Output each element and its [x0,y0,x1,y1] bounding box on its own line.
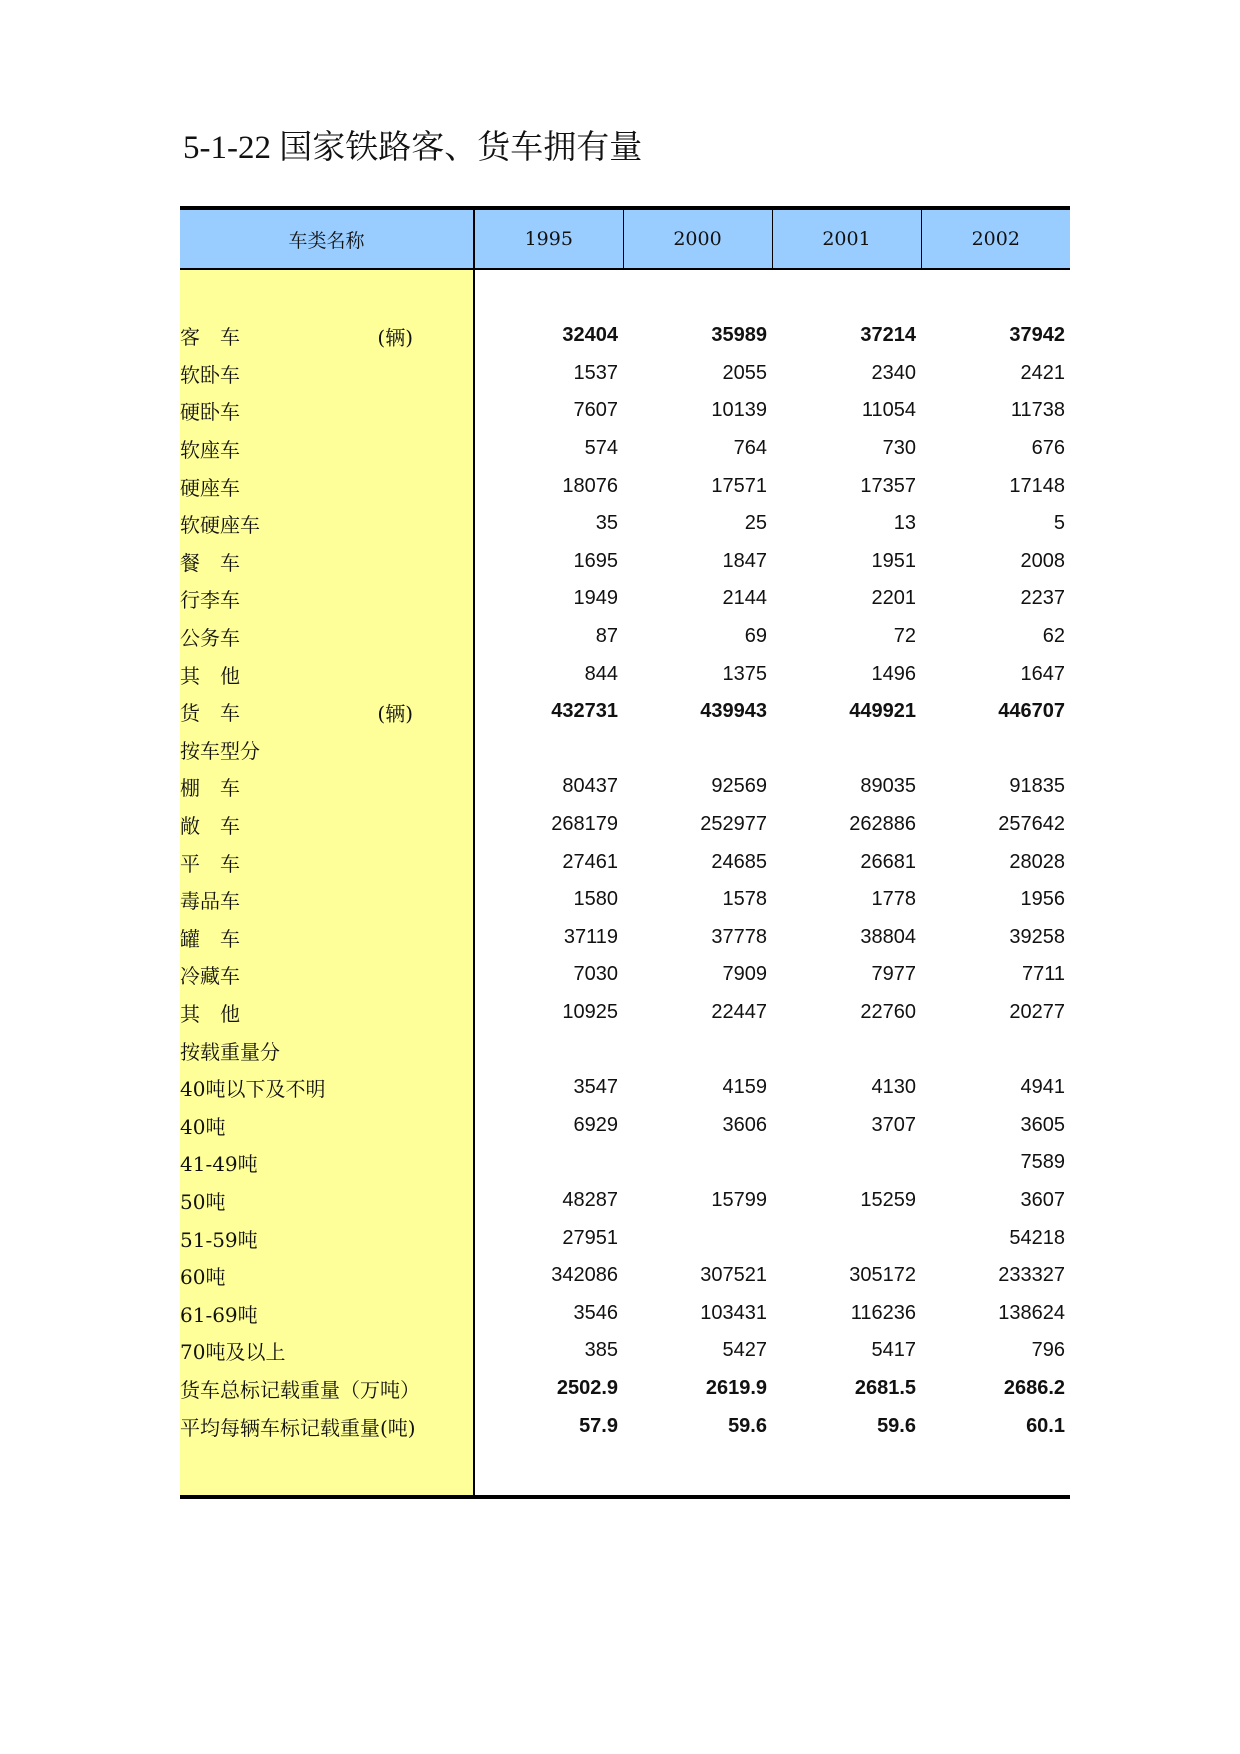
value-cell: 1949 [573,587,618,610]
value-cell: 17357 [860,474,916,497]
value-cell: 59.6 [877,1414,916,1437]
value-cell [623,1031,772,1069]
header-year: 2000 [623,208,772,269]
row-label-text: 棚 车 [180,776,240,801]
value-cell: 17148 [1009,474,1065,497]
value-cell: 7711 [1021,963,1065,986]
value-cell: 5427 [722,1339,767,1362]
table-row [180,1257,1070,1295]
value-cell [474,731,623,769]
row-label-text: 按载重量分 [180,1039,280,1064]
table-row [180,467,1070,505]
value-cell: 15799 [711,1188,767,1211]
table-body [180,269,1070,1497]
value-cell: 22447 [711,1000,767,1023]
table-row [180,655,1070,693]
value-cell: 62 [1042,625,1065,648]
value-cell: 48287 [562,1188,618,1211]
row-label-text: 61-69吨 [180,1302,258,1327]
value-cell: 11738 [1010,399,1065,422]
value-cell [474,1031,623,1069]
value-cell: 25 [744,512,767,535]
value-cell: 385 [584,1339,618,1362]
table-row [180,1407,1070,1445]
value-cell [623,731,772,769]
value-cell: 262886 [849,813,916,836]
value-cell: 38804 [860,925,916,948]
header-row [180,208,1070,269]
value-cell: 2008 [1020,549,1065,572]
row-label [180,1069,474,1107]
row-label [180,1332,474,1370]
table-row [180,919,1070,957]
value-cell: 676 [1031,437,1065,460]
value-cell: 2681.5 [854,1376,916,1399]
row-label [180,317,474,355]
row-label [180,543,474,581]
value-cell: 7607 [573,399,618,422]
row-label [180,430,474,468]
row-label-text: 平均每辆车标记载重量(吨) [180,1415,416,1440]
value-cell: 87 [595,625,618,648]
row-label-text: 50吨 [180,1189,226,1214]
value-cell: 730 [882,437,916,460]
value-cell: 103431 [700,1301,767,1324]
value-cell: 72 [893,625,916,648]
value-cell: 1847 [722,549,767,572]
table-row [180,1069,1070,1107]
row-label-text: 软硬座车 [180,513,260,538]
value-cell: 2502.9 [556,1376,618,1399]
value-cell: 26681 [860,850,916,873]
row-label [180,1294,474,1332]
table-row [180,1182,1070,1220]
value-cell: 24685 [711,850,767,873]
value-cell: 35989 [711,324,767,347]
row-label-text: 41-49吨 [180,1152,258,1177]
row-label [180,1106,474,1144]
row-label-text: 冷藏车 [180,964,240,989]
header-year: 2002 [921,208,1070,269]
value-cell: 2619.9 [705,1376,767,1399]
value-cell: 1537 [573,361,618,384]
value-cell: 22760 [860,1000,916,1023]
row-unit: (辆) [377,701,413,726]
table-row [180,843,1070,881]
value-cell: 3606 [722,1113,767,1136]
row-label-text: 其 他 [180,663,240,688]
row-label [180,843,474,881]
value-cell: 138624 [998,1301,1065,1324]
table-row [180,505,1070,543]
value-cell: 35 [595,512,618,535]
value-cell: 446707 [998,700,1065,723]
table-row [180,994,1070,1032]
value-cell: 59.6 [728,1414,767,1437]
value-cell: 7977 [871,963,916,986]
value-cell: 439943 [700,700,767,723]
row-label [180,505,474,543]
value-cell: 92569 [711,775,767,798]
row-label [180,806,474,844]
row-label [180,618,474,656]
table-row [180,1106,1070,1144]
row-label [180,1370,474,1408]
value-cell: 28028 [1009,850,1065,873]
row-label-text: 货 车 [180,701,240,726]
value-cell: 1647 [1020,662,1065,685]
value-cell: 3607 [1020,1188,1065,1211]
value-cell [772,731,921,769]
value-cell: 1578 [722,888,767,911]
value-cell: 2201 [871,587,916,610]
row-label-text: 敞 车 [180,814,240,839]
table-row [180,881,1070,919]
value-cell: 1580 [573,888,618,911]
value-cell: 7589 [1020,1151,1065,1174]
table-row [180,317,1070,355]
row-label [180,1144,474,1182]
value-cell [623,1144,772,1182]
row-label-text: 毒品车 [180,889,240,914]
value-cell: 20277 [1009,1000,1065,1023]
value-cell: 432731 [551,700,618,723]
row-label [180,956,474,994]
value-cell: 89035 [860,775,916,798]
row-label-text: 公务车 [180,626,240,651]
value-cell: 844 [584,662,618,685]
row-label [180,1257,474,1295]
row-label-text: 硬卧车 [180,400,240,425]
row-label-text: 按车型分 [180,738,260,763]
value-cell: 307521 [700,1264,767,1287]
row-label [180,693,474,731]
table-row [180,543,1070,581]
value-cell: 449921 [849,700,916,723]
row-label [180,392,474,430]
value-cell: 15259 [860,1188,916,1211]
row-label-text: 70吨及以上 [180,1340,286,1365]
table-row [180,618,1070,656]
value-cell: 342086 [551,1264,618,1287]
value-cell: 796 [1031,1339,1065,1362]
value-cell: 37778 [711,925,767,948]
value-cell: 10139 [711,399,767,422]
value-cell: 2340 [871,361,916,384]
value-cell: 268179 [551,813,618,836]
value-cell: 60.1 [1026,1414,1065,1437]
value-cell: 257642 [998,813,1065,836]
value-cell: 18076 [562,474,618,497]
value-cell: 4130 [871,1076,916,1099]
row-label-text: 行李车 [180,588,240,613]
value-cell [921,1031,1070,1069]
value-cell: 17571 [711,474,767,497]
row-label [180,1407,474,1445]
header-year: 1995 [474,208,623,269]
row-label [180,1182,474,1220]
rolling-stock-table [180,206,1070,1499]
value-cell: 116236 [850,1301,916,1324]
row-label-text: 软卧车 [180,362,240,387]
value-cell: 2686.2 [1003,1376,1065,1399]
table-row [180,1332,1070,1370]
value-cell: 37214 [860,324,916,347]
value-cell: 69 [744,625,767,648]
value-cell: 37942 [1009,324,1065,347]
value-cell: 233327 [998,1264,1065,1287]
value-cell: 764 [733,437,767,460]
row-label [180,768,474,806]
value-cell: 1778 [871,888,916,911]
value-cell: 3547 [573,1076,618,1099]
value-cell: 1375 [722,662,767,685]
row-label-text: 货车总标记载重量（万吨） [180,1377,420,1402]
table-row [180,693,1070,731]
end-row [180,1445,1070,1497]
value-cell: 37119 [563,925,618,948]
value-cell: 2055 [722,361,767,384]
value-cell: 6929 [573,1113,618,1136]
table-row [180,956,1070,994]
table-row [180,355,1070,393]
row-label [180,467,474,505]
table-row [180,430,1070,468]
table-row [180,768,1070,806]
value-cell: 4159 [722,1076,767,1099]
row-label-text: 罐 车 [180,926,240,951]
value-cell: 13 [893,512,916,535]
value-cell: 39258 [1009,925,1065,948]
value-cell: 57.9 [579,1414,618,1437]
row-label-text: 餐 车 [180,550,240,575]
value-cell: 4941 [1020,1076,1065,1099]
row-label-text: 其 他 [180,1001,240,1026]
value-cell: 3707 [871,1113,916,1136]
row-label-text: 软座车 [180,438,240,463]
row-label-text: 60吨 [180,1265,226,1290]
row-label-text: 硬座车 [180,475,240,500]
value-cell: 5 [1053,512,1065,535]
value-cell: 7909 [722,963,767,986]
table-row [180,580,1070,618]
value-cell: 1695 [573,549,618,572]
value-cell: 3605 [1020,1113,1065,1136]
value-cell [623,1219,772,1257]
header-year: 2001 [772,208,921,269]
value-cell: 80437 [562,775,618,798]
row-label [180,994,474,1032]
value-cell: 305172 [849,1264,916,1287]
row-label-text: 平 车 [180,851,240,876]
value-cell: 2421 [1020,361,1065,384]
table-row [180,1144,1070,1182]
row-label [180,655,474,693]
table-row [180,731,1070,769]
value-cell: 1496 [871,662,916,685]
value-cell: 54218 [1009,1226,1065,1249]
row-label [180,580,474,618]
row-label [180,731,474,769]
value-cell: 11054 [861,399,916,422]
value-cell: 2237 [1020,587,1065,610]
value-cell: 1956 [1020,888,1065,911]
value-cell: 27951 [562,1226,618,1249]
value-cell: 574 [584,437,618,460]
row-label [180,881,474,919]
value-cell: 91835 [1009,775,1065,798]
row-label-text: 客 车 [180,325,240,350]
value-cell [474,1144,623,1182]
row-label [180,355,474,393]
table-row [180,1370,1070,1408]
value-cell: 7030 [573,963,618,986]
table-row [180,1294,1070,1332]
row-label-text: 51-59吨 [180,1227,258,1252]
page-title: 5-1-22 国家铁路客、货车拥有量 [183,130,643,166]
row-label [180,1219,474,1257]
row-label-text: 40吨以下及不明 [180,1077,326,1102]
header-vehicle-type: 车类名称 [180,208,474,269]
table-row [180,392,1070,430]
row-label [180,919,474,957]
table-row [180,1031,1070,1069]
row-label [180,1031,474,1069]
value-cell [772,1219,921,1257]
row-label-text: 40吨 [180,1114,226,1139]
value-cell: 10925 [562,1000,618,1023]
value-cell [921,731,1070,769]
value-cell: 27461 [562,850,618,873]
value-cell: 5417 [871,1339,916,1362]
value-cell: 32404 [562,324,618,347]
value-cell: 252977 [700,813,767,836]
table-row [180,1219,1070,1257]
value-cell [772,1144,921,1182]
value-cell: 3546 [573,1301,618,1324]
value-cell: 2144 [722,587,767,610]
table-row [180,806,1070,844]
value-cell [772,1031,921,1069]
spacer-row [180,269,1070,317]
value-cell: 1951 [871,549,916,572]
row-unit: (辆) [377,325,413,350]
